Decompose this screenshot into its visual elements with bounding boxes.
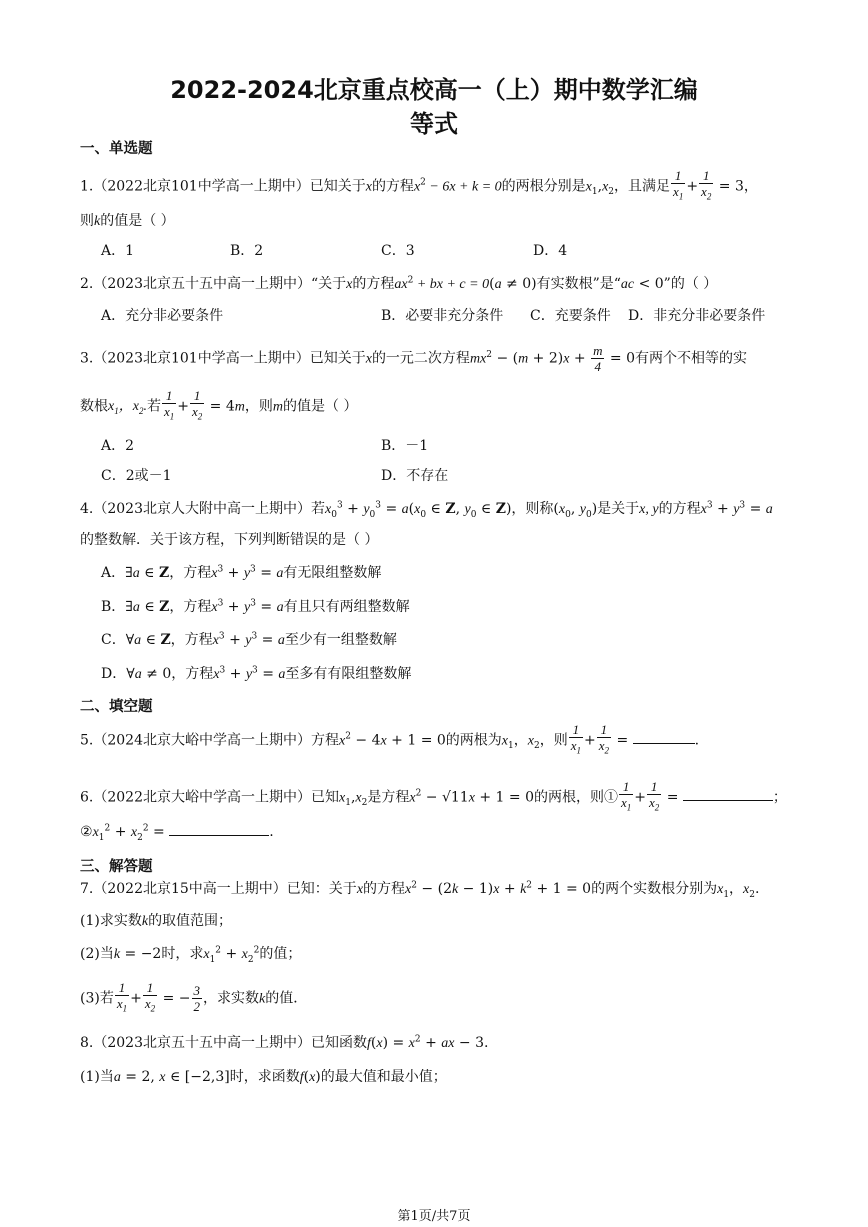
- answer-blank[interactable]: [683, 788, 773, 801]
- question-3-line-2: 数根$x_1$，$x_2$.若 $\frac{1}{x_1}$ + $\frac{1}{x_2}$ = 4m，则m的值是（ ）: [80, 388, 358, 422]
- question-3-option-a[interactable]: A．2: [101, 438, 135, 454]
- section-heading-fill-in: 二、填空题: [80, 699, 153, 715]
- question-2-option-b[interactable]: B．必要非充分条件: [381, 308, 504, 324]
- page-footer: 第1页/共7页: [397, 1209, 471, 1224]
- question-1-option-a[interactable]: A．1: [101, 243, 135, 259]
- question-6-line-2: $②x_1^2 + x_2^2$ = .: [80, 823, 274, 843]
- question-7-part-3: (3)若 $\frac{1}{x_1}$ + $\frac{1}{x_2}$ = − $\frac{3}{2}$ ，求实数k的值．: [80, 980, 308, 1014]
- question-1-line-2: 则k的值是（ ）: [80, 213, 175, 229]
- question-3-option-d[interactable]: D．不存在: [381, 468, 449, 484]
- question-3-option-c[interactable]: C．2或－1: [101, 468, 172, 484]
- section-heading-answer: 三、解答题: [80, 859, 153, 875]
- answer-blank[interactable]: [169, 823, 269, 836]
- question-8-part-1: (1)当a = 2, x ∈ [−2,3]时，求函数f(x)的最大值和最小值；: [80, 1069, 447, 1085]
- question-2-option-c[interactable]: C．充要条件: [530, 308, 611, 324]
- question-7-part-1: (1)求实数k的取值范围；: [80, 913, 233, 929]
- question-3-line-1: 3.（2023北京101中学高一上期中）已知关于x的一元二次方程$mx^2 - (m + 2)x$ + $\frac{m}{4}$ = 0有两个不相等的实: [80, 343, 748, 374]
- question-4-option-d[interactable]: D．∀a ≠ 0，方程$x^3 + y^3 = a$至多有有限组整数解: [101, 665, 412, 682]
- page-title: 2022-2024北京重点校高一（上）期中数学汇编: [170, 76, 698, 104]
- question-5-line: 5.（2024北京大峪中学高一上期中）方程$x^2 - 4x + 1 = 0$的两根为$x_1$，$x_2$，则 $\frac{1}{x_1}$ + $\frac{1}{x_2}$ = .: [80, 722, 700, 756]
- question-1-line-1: 1.（2022北京101中学高一上期中）已知关于x的方程$x^2 - 6x + k = 0$的两根分别是$x_1,x_2$，且满足 $\frac{1}{x_1}$ + $\frac{1}{x_2}$ = 3，: [80, 168, 758, 202]
- question-1-option-b[interactable]: B．2: [230, 243, 264, 259]
- question-8-line-1: 8.（2023北京五十五中高一上期中）已知函数$f(x) = x^2$ + ax − 3.: [80, 1034, 489, 1051]
- question-4-line-1: 4.（2023北京人大附中高一上期中）若$x_0^3 + y_0^3 = a(x_0$ ∈ Z, $y_0$ ∈ Z)，则称($x_0$, $y_0$)是关于x, y的方程$x^3 + y^3 = a$: [80, 500, 773, 520]
- question-2-line-1: 2.（2023北京五十五中高一上期中）“关于x的方程$ax^2$ + bx + c = 0(a ≠ 0)有实数根”是“ac < 0”的（ ）: [80, 275, 718, 292]
- section-heading-single-choice: 一、单选题: [80, 141, 153, 157]
- question-2-option-a[interactable]: A．充分非必要条件: [101, 308, 224, 324]
- question-6-line-1: 6.（2022北京大峪中学高一上期中）已知$x_1,x_2$是方程$x^2 - √11x + 1 = 0$的两根，则① $\frac{1}{x_1}$ + $\frac{1}{x_2}$ = ；: [80, 779, 787, 813]
- question-4-line-2: 的整数解．关于该方程，下列判断错误的是（ ）: [80, 532, 379, 548]
- question-3-option-b[interactable]: B．－1: [381, 438, 429, 454]
- question-1-option-d[interactable]: D．4: [533, 243, 568, 259]
- question-7-line-1: 7.（2022北京15中高一上期中）已知：关于x的方程$x^2 - (2k - 1)x + k^2 + 1 = 0$的两个实数根分别为$x_1$，$x_2$.: [80, 880, 760, 900]
- answer-blank[interactable]: [633, 731, 695, 744]
- question-1-option-c[interactable]: C．3: [381, 243, 415, 259]
- question-4-option-c[interactable]: C．∀a ∈ Z，方程$x^3 + y^3 = a$至少有一组整数解: [101, 631, 397, 648]
- question-4-option-b[interactable]: B．∃a ∈ Z，方程$x^3 + y^3 = a$有且只有两组整数解: [101, 598, 410, 615]
- page-subtitle: 等式: [410, 110, 458, 138]
- question-7-part-2: (2)当k = −2时，求$x_1^2 + x_2^2$的值；: [80, 945, 302, 965]
- question-4-option-a[interactable]: A．∃a ∈ Z，方程$x^3 + y^3 = a$有无限组整数解: [101, 564, 382, 581]
- question-2-option-d[interactable]: D．非充分非必要条件: [628, 308, 766, 324]
